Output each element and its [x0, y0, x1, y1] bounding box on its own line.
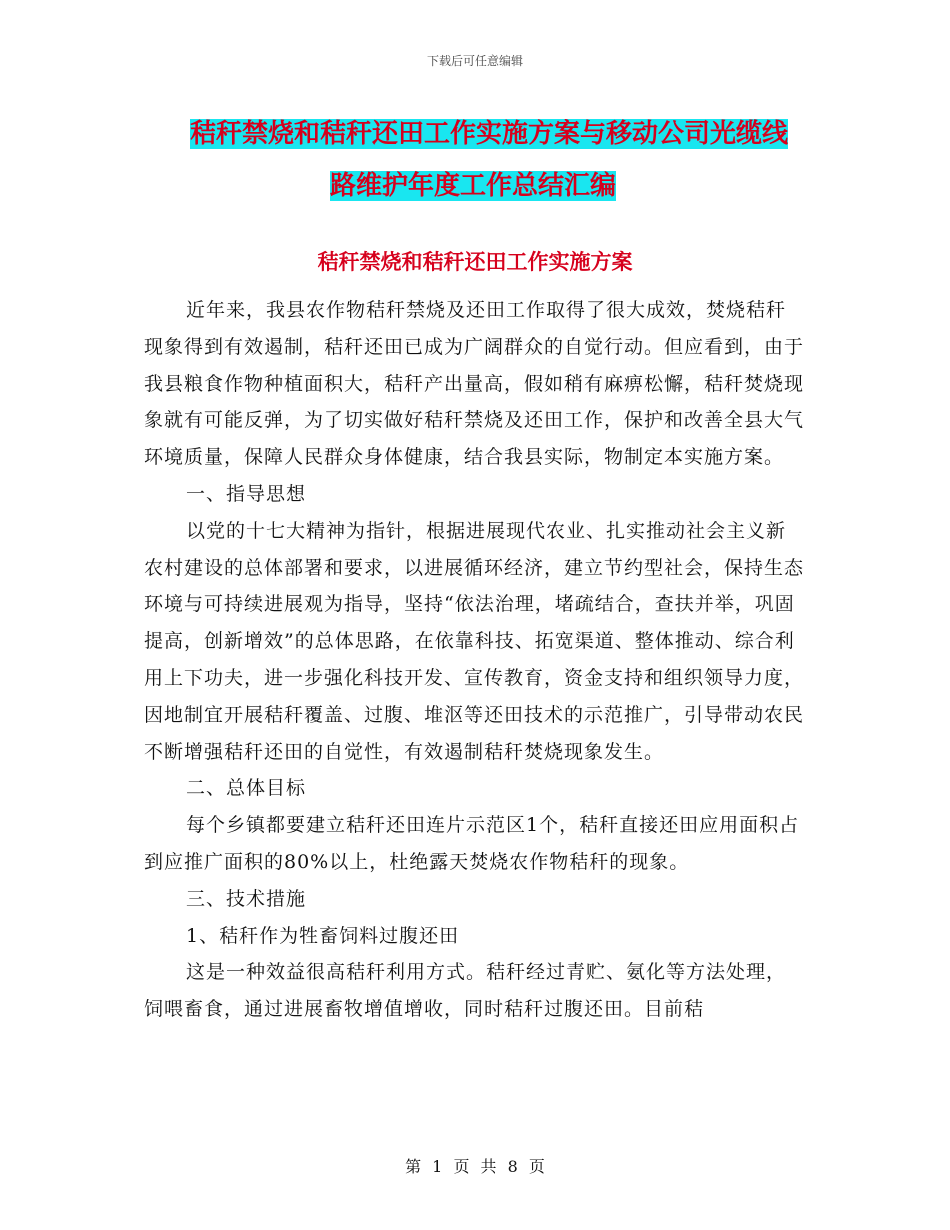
- heading-overall-goal: 二、总体目标: [186, 777, 307, 800]
- page-number: 第 1 页 共 8 页: [405, 1157, 545, 1176]
- paragraph-guiding-ideology: 以党的十七大精神为指针，根据进展现代农业、扎实推动社会主义新农村建设的总体部署和要求，以进展循环经济，建立节约型社会，保持生态环境与可持续进展观为指导，坚持“依法治理，堵疏结合，查扶并举，巩固提高，创新增效”的总体思路，在依靠科技、拓宽渠道、整体推动、综合利用上下功夫，进一步强化科技开发、宣传教育，资金支持和组织领导力度，因地制宜开展秸秆覆盖、过腹、堆沤等还田技术的示范推广，引导带动农民不断增强秸秆还田的自觉性，有效遏制秸秆焚烧现象发生。: [144, 519, 805, 763]
- title-line-1: 秸秆禁烧和秸秆还田工作实施方案与移动公司光缆线: [190, 119, 789, 149]
- heading-technical-measures: 三、技术措施: [186, 887, 307, 910]
- document-title: [190, 108, 810, 212]
- title-line-2: 路维护年度工作总结汇编: [330, 171, 617, 201]
- heading-guiding-ideology: 一、指导思想: [186, 482, 307, 505]
- document-body: [144, 292, 804, 1028]
- page-header-note: 下载后可任意编辑: [426, 54, 523, 68]
- subheading-livestock-feed: 1、秸秆作为牲畜饲料过腹还田: [186, 924, 460, 947]
- paragraph-intro: 近年来，我县农作物秸秆禁烧及还田工作取得了很大成效，焚烧秸秆现象得到有效遏制，秸秆还田已成为广阔群众的自觉行动。但应看到，由于我县粮食作物种植面积大，秸秆产出量高，假如稍有麻痹松懈，秸秆焚烧现象就有可能反弹，为了切实做好秸秆禁烧及还田工作，保护和改善全县大气环境质量，保障人民群众身体健康，结合我县实际，物制定本实施方案。: [144, 299, 805, 469]
- paragraph-overall-goal: 每个乡镇都要建立秸秆还田连片示范区1个，秸秆直接还田应用面积占到应推广面积的80%以上，杜绝露天焚烧农作物秸秆的现象。: [144, 814, 800, 873]
- section-title: 秸秆禁烧和秸秆还田工作实施方案: [317, 250, 633, 274]
- paragraph-livestock-feed: 这是一种效益很高秸秆利用方式。秸秆经过青贮、氨化等方法处理，饲喂畜食，通过进展畜牧增值增收，同时秸秆过腹还田。目前秸: [144, 961, 787, 1021]
